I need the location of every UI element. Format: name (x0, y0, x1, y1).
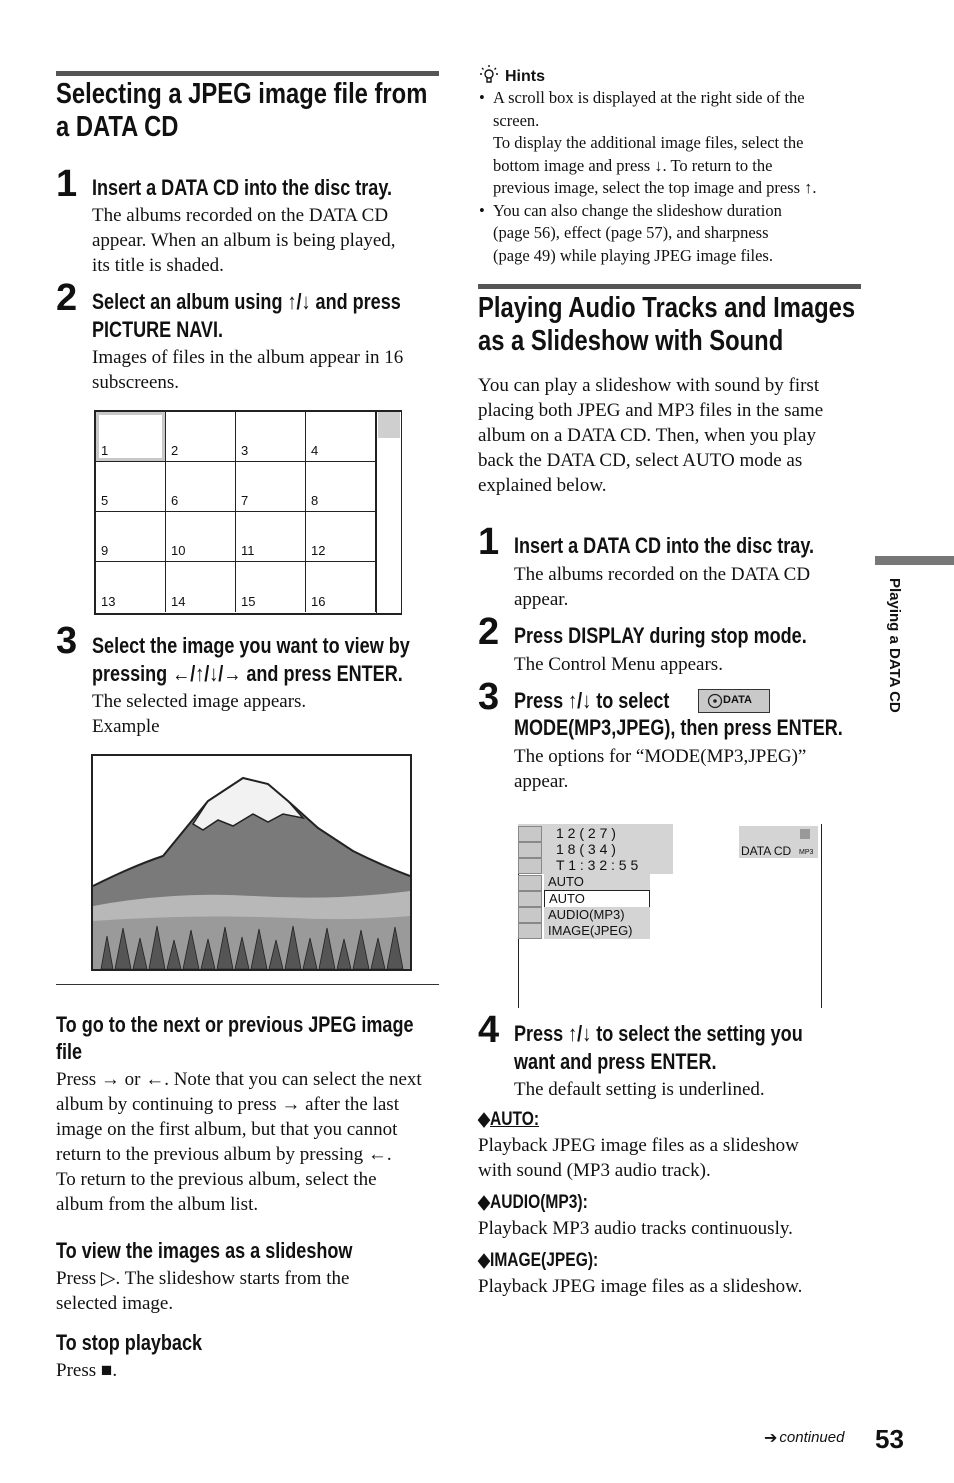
stop-icon (800, 829, 810, 839)
menu-icon-slot (518, 907, 542, 923)
subscreen-label: 12 (311, 543, 326, 558)
side-tab-label: Playing a DATA CD (886, 578, 903, 713)
scroll-track[interactable] (376, 412, 401, 613)
step-number: 4 (478, 1009, 500, 1051)
step-heading: Insert a DATA CD into the disc tray. (92, 175, 393, 200)
option-auto: ◆AUTO: Playback JPEG image files as a slideshow with sound (MP3 audio track). (478, 1109, 799, 1181)
subscreen-label: 15 (241, 594, 256, 609)
subheading: To view the images as a slideshow (56, 1238, 353, 1263)
page-number: 53 (875, 1424, 904, 1454)
step-heading: Press ↑/↓ to select (514, 688, 670, 713)
subscreen-label: 6 (171, 493, 179, 508)
subscreen-cell[interactable] (236, 512, 306, 562)
step-number: 1 (478, 521, 500, 563)
subscreen-label: 14 (171, 594, 186, 609)
step-heading: MODE(MP3,JPEG), then press ENTER. (514, 715, 843, 740)
subscreen-label: 9 (101, 543, 109, 558)
step-number: 1 (56, 163, 78, 205)
subscreen-label: 10 (171, 543, 186, 558)
menu-icon-slot (518, 842, 542, 858)
hint-item: • You can also change the slideshow duration (page 56), effect (page 57), and sharpness (page 49) while playing JPEG image files. (479, 200, 782, 265)
lightbulb-icon (479, 64, 499, 89)
subscreen-cell[interactable] (96, 562, 166, 612)
hint-item: • A scroll box is displayed at the right side of the screen. To display the additional image files, select the bottom image and press ↓. To return to the previous image, select the top image and press ↑. (479, 88, 817, 197)
menu-icon-slot (518, 923, 542, 939)
disc-info: DATA CD MP3 (739, 826, 818, 858)
menu-icon-slot (518, 826, 542, 842)
menu-option[interactable]: AUTO (544, 874, 650, 890)
continued-note: ➔ continued (764, 1428, 845, 1447)
subscreen-cell[interactable] (236, 562, 306, 612)
subscreen-label: 11 (241, 543, 255, 558)
subscreen-label: 2 (171, 443, 179, 458)
subscreen-label: 13 (101, 594, 116, 609)
step-body: The albums recorded on the DATA CD appear. (514, 564, 811, 610)
subheading: To go to the next or previous JPEG image file (56, 1012, 414, 1064)
menu-icon-slot (518, 875, 542, 891)
section-title: Selecting a JPEG image file from a DATA CD (56, 78, 428, 143)
step-number: 2 (56, 277, 78, 319)
paragraph: Press → or ←. Note that you can select the next album by continuing to press → after the last image on the first album, but that you cannot return to the previous album by pressing ←. To return to the previous album, select the album from the album list. (56, 1069, 422, 1215)
menu-time: T 1 : 3 2 : 5 5 (556, 857, 639, 873)
subscreen-cell[interactable] (306, 412, 376, 462)
step-body: The options for “MODE(MP3,JPEG)” appear. (514, 746, 807, 792)
step-heading: Press DISPLAY during stop mode. (514, 623, 807, 648)
subscreen-label: 16 (311, 594, 326, 609)
example-image (91, 754, 412, 971)
step-body: The albums recorded on the DATA CD appear. When an album is being played, its title is shaded. (92, 205, 396, 276)
subscreen-label: 5 (101, 493, 109, 508)
data-mode-icon: DATA (698, 689, 770, 713)
option-image: ◆IMAGE(JPEG): Playback JPEG image files as a slideshow. (478, 1250, 803, 1297)
subscreen-label: 4 (311, 443, 319, 458)
subscreen-grid (94, 410, 402, 615)
paragraph: Press ■. (56, 1360, 118, 1381)
subscreen-cell[interactable] (236, 412, 306, 462)
step-body: Images of files in the album appear in 16 subscreens. (92, 347, 404, 393)
hints-list (479, 87, 869, 267)
subscreen-cell[interactable] (306, 462, 376, 512)
step-number: 3 (478, 676, 500, 718)
subscreen-label: 1 (101, 443, 109, 458)
menu-counter: 1 2 ( 2 7 ) (556, 825, 616, 841)
control-menu-screen (518, 824, 823, 1008)
subscreen-cell[interactable] (96, 412, 166, 462)
subheading: To stop playback (56, 1330, 203, 1355)
subscreen-cell[interactable] (166, 562, 236, 612)
menu-icon-slot (518, 858, 542, 874)
step-heading: Select the image you want to view by pressing ←/↑/↓/→ and press ENTER. (92, 633, 410, 686)
section-rule (56, 71, 439, 76)
menu-counter: 1 8 ( 3 4 ) (556, 841, 616, 857)
step-heading: Select an album using ↑/↓ and press PICTURE NAVI. (92, 289, 401, 342)
subscreen-cell[interactable] (306, 512, 376, 562)
subscreen-cell[interactable] (166, 412, 236, 462)
step-body: The default setting is underlined. (514, 1079, 765, 1100)
step-body: The selected image appears. Example (92, 691, 307, 737)
intro-paragraph: You can play a slideshow with sound by first placing both JPEG and MP3 files in the same album on a DATA CD. Then, when you play back the DATA CD, select AUTO mode as explained below. (478, 375, 824, 496)
subscreen-cell[interactable] (166, 512, 236, 562)
option-audio: ◆AUDIO(MP3): Playback MP3 audio tracks continuously. (478, 1192, 793, 1239)
step-heading: Press ↑/↓ to select the setting you want and press ENTER. (514, 1021, 803, 1074)
arrow-right-icon: ➔ (764, 1428, 778, 1447)
hints-header: Hints (479, 64, 545, 89)
subscreen-label: 8 (311, 493, 319, 508)
subscreen-cell[interactable] (96, 462, 166, 512)
scroll-box[interactable] (378, 412, 400, 438)
subscreen-cell[interactable] (236, 462, 306, 512)
menu-option[interactable]: AUDIO(MP3) (544, 907, 650, 923)
step-number: 3 (56, 620, 78, 662)
subscreen-label: 3 (241, 443, 249, 458)
step-heading: Insert a DATA CD into the disc tray. (514, 533, 815, 558)
step-number: 2 (478, 611, 500, 653)
section-title: Playing Audio Tracks and Images as a Slideshow with Sound (478, 292, 856, 357)
paragraph: Press ▷. The slideshow starts from the selected image. (56, 1268, 350, 1314)
subscreen-cell[interactable] (306, 562, 376, 612)
section-rule (478, 284, 861, 289)
menu-option[interactable]: IMAGE(JPEG) (544, 923, 650, 939)
menu-icon-slot (518, 891, 542, 907)
side-tab-bar (875, 556, 954, 565)
mountain-illustration (93, 756, 410, 969)
menu-option-selected[interactable]: AUTO (544, 890, 650, 908)
subscreen-cell[interactable] (166, 462, 236, 512)
step-body: The Control Menu appears. (514, 654, 723, 675)
subscreen-label: 7 (241, 493, 249, 508)
divider (56, 984, 439, 985)
subscreen-cell[interactable] (96, 512, 166, 562)
